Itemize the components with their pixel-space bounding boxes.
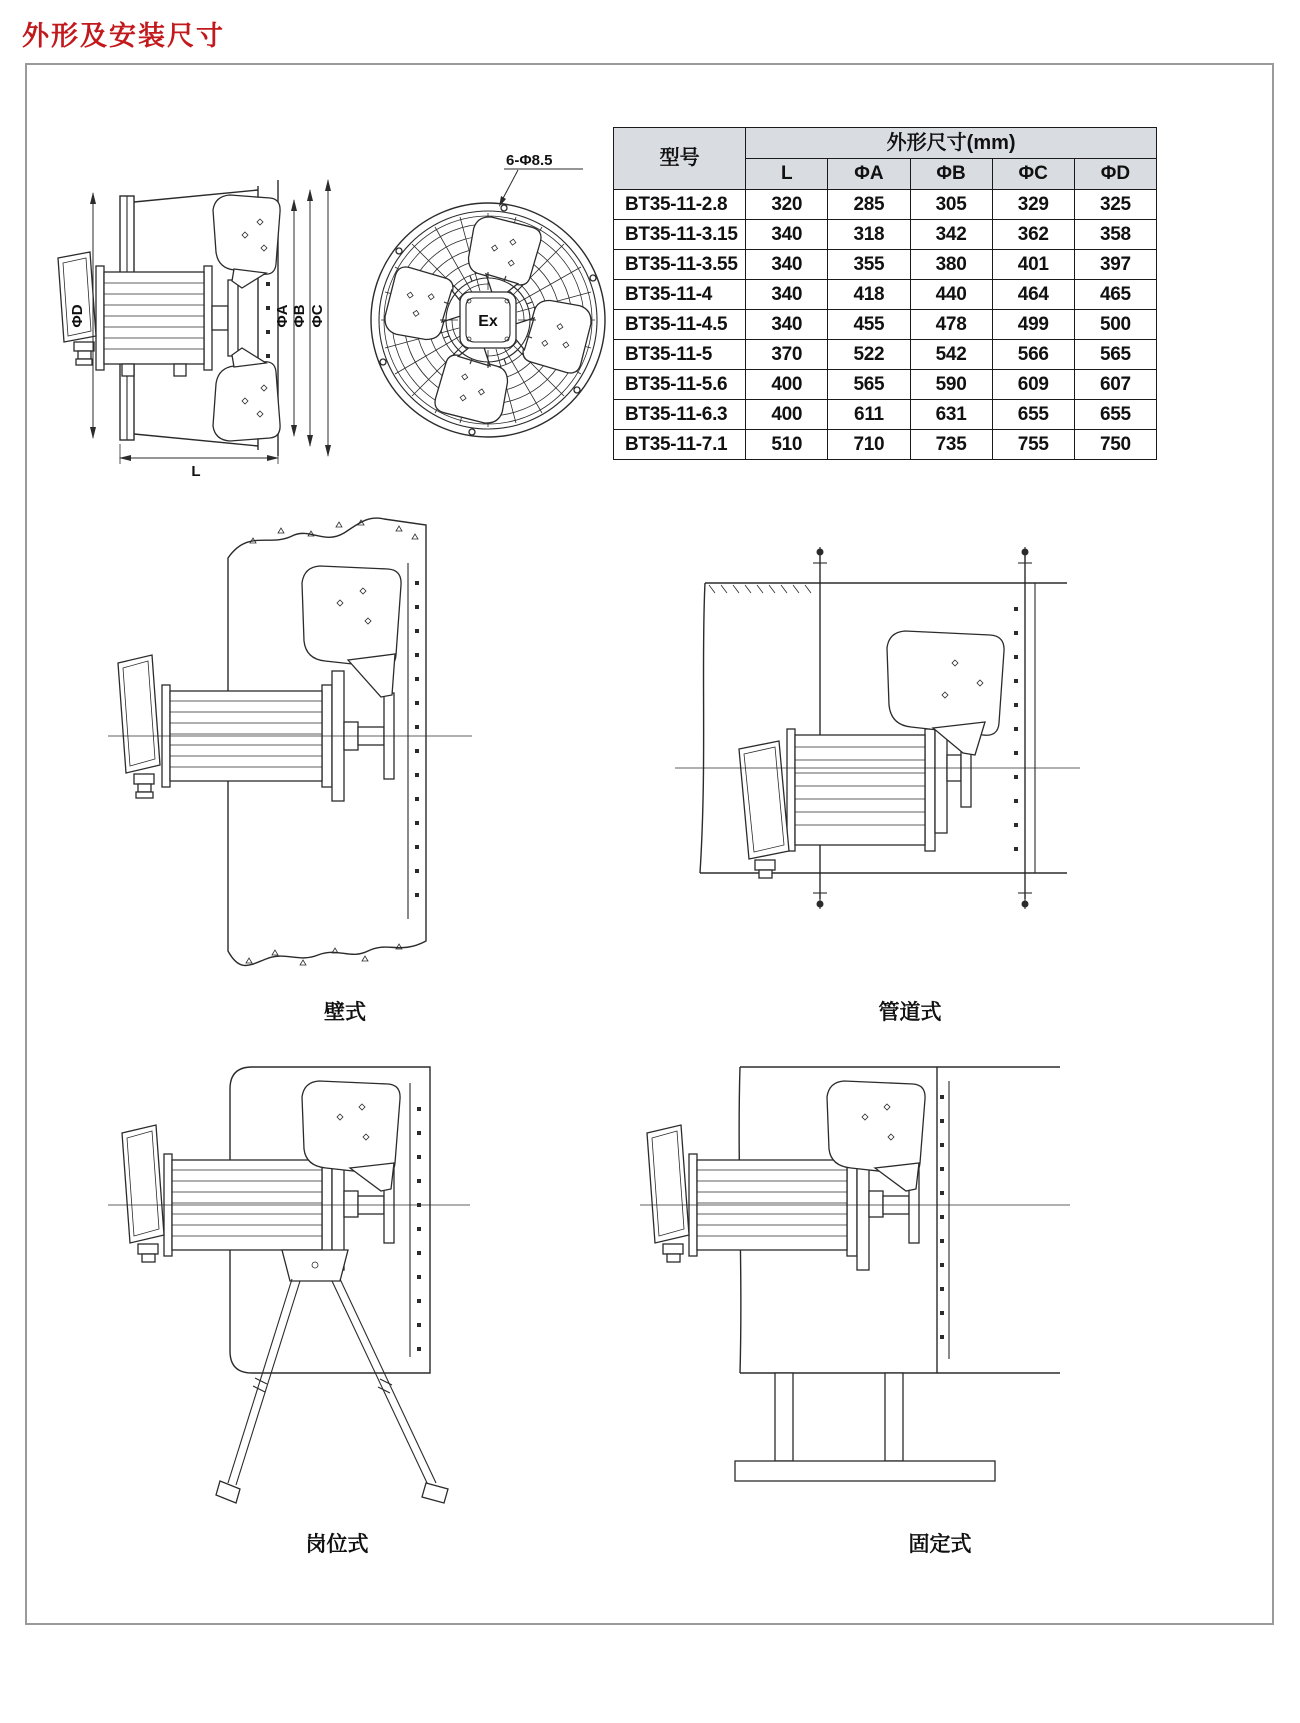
hole-callout — [499, 152, 583, 207]
value-cell: 611 — [828, 400, 910, 430]
value-cell: 440 — [910, 280, 992, 310]
value-cell: 340 — [746, 280, 828, 310]
hole-callout-label: 6-Φ8.5 — [506, 152, 553, 169]
col-header-L: L — [746, 159, 828, 190]
value-cell: 499 — [992, 310, 1074, 340]
dim-label-phi-a: ΦA — [274, 304, 291, 328]
model-cell: BT35-11-4.5 — [614, 310, 746, 340]
value-cell: 510 — [746, 430, 828, 460]
value-cell: 522 — [828, 340, 910, 370]
col-header-phi-d: ΦD — [1074, 159, 1156, 190]
value-cell: 340 — [746, 220, 828, 250]
col-header-phi-a: ΦA — [828, 159, 910, 190]
value-cell: 418 — [828, 280, 910, 310]
fan-unit — [647, 1081, 925, 1270]
figure-label-duct: 管道式 — [878, 1001, 942, 1024]
model-cell: BT35-11-7.1 — [614, 430, 746, 460]
value-cell: 340 — [746, 310, 828, 340]
table-header-row-1 — [614, 128, 1157, 159]
value-cell: 710 — [828, 430, 910, 460]
table-row — [614, 310, 1157, 340]
value-cell: 655 — [992, 400, 1074, 430]
value-cell: 500 — [1074, 310, 1156, 340]
value-cell: 750 — [1074, 430, 1156, 460]
value-cell: 342 — [910, 220, 992, 250]
motor — [96, 266, 212, 376]
value-cell: 285 — [828, 190, 910, 220]
fan-side-view-drawing — [38, 140, 343, 480]
dim-label-phi-c: ΦC — [309, 304, 326, 328]
value-cell: 464 — [992, 280, 1074, 310]
value-cell: 735 — [910, 430, 992, 460]
fan-unit — [122, 1081, 400, 1270]
value-cell: 566 — [992, 340, 1074, 370]
model-cell: BT35-11-4 — [614, 280, 746, 310]
model-cell: BT35-11-3.55 — [614, 250, 746, 280]
dim-label-L: L — [191, 463, 201, 480]
table-row — [614, 370, 1157, 400]
tripod-stand — [216, 1250, 448, 1503]
value-cell: 305 — [910, 190, 992, 220]
table-row — [614, 220, 1157, 250]
dimensions-table — [613, 127, 1157, 460]
value-cell: 565 — [1074, 340, 1156, 370]
value-cell: 320 — [746, 190, 828, 220]
value-cell: 355 — [828, 250, 910, 280]
value-cell: 400 — [746, 400, 828, 430]
value-cell: 400 — [746, 370, 828, 400]
value-cell: 318 — [828, 220, 910, 250]
duct-mount-drawing — [635, 543, 1085, 913]
model-cell: BT35-11-6.3 — [614, 400, 746, 430]
model-cell: BT35-11-5.6 — [614, 370, 746, 400]
table-row — [614, 400, 1157, 430]
value-cell: 478 — [910, 310, 992, 340]
floor-bracket — [735, 1373, 995, 1481]
fan-unit — [739, 631, 1004, 878]
page-title: 外形及安装尺寸 — [22, 21, 225, 51]
explosion-proof-mark: Ex — [478, 313, 498, 330]
value-cell: 565 — [828, 370, 910, 400]
model-column-header: 型号 — [614, 128, 746, 190]
value-cell: 609 — [992, 370, 1074, 400]
value-cell: 542 — [910, 340, 992, 370]
value-cell: 340 — [746, 250, 828, 280]
value-cell: 590 — [910, 370, 992, 400]
col-header-phi-b: ΦB — [910, 159, 992, 190]
value-cell: 370 — [746, 340, 828, 370]
figure-label-post: 岗位式 — [305, 1533, 369, 1556]
figure-label-wall: 壁式 — [324, 1001, 366, 1024]
table-row — [614, 250, 1157, 280]
value-cell: 380 — [910, 250, 992, 280]
value-cell: 358 — [1074, 220, 1156, 250]
table-row — [614, 340, 1157, 370]
model-cell: BT35-11-2.8 — [614, 190, 746, 220]
figure-label-fixed: 固定式 — [908, 1533, 972, 1556]
value-cell: 362 — [992, 220, 1074, 250]
model-cell: BT35-11-5 — [614, 340, 746, 370]
post-mount-drawing — [100, 1055, 495, 1530]
wall-mount-drawing — [100, 503, 495, 1008]
model-cell: BT35-11-3.15 — [614, 220, 746, 250]
dimensions-group-header: 外形尺寸(mm) — [746, 128, 1157, 159]
value-cell: 755 — [992, 430, 1074, 460]
fan-front-view-drawing — [348, 148, 623, 468]
fan-unit — [118, 566, 401, 801]
table-row — [614, 280, 1157, 310]
value-cell: 325 — [1074, 190, 1156, 220]
impeller — [212, 195, 280, 441]
dim-label-phi-d: ΦD — [69, 304, 86, 328]
dim-label-phi-b: ΦB — [291, 304, 308, 328]
table-row — [614, 430, 1157, 460]
table-row — [614, 190, 1157, 220]
value-cell: 607 — [1074, 370, 1156, 400]
value-cell: 655 — [1074, 400, 1156, 430]
value-cell: 401 — [992, 250, 1074, 280]
value-cell: 455 — [828, 310, 910, 340]
value-cell: 397 — [1074, 250, 1156, 280]
value-cell: 631 — [910, 400, 992, 430]
value-cell: 465 — [1074, 280, 1156, 310]
col-header-phi-c: ΦC — [992, 159, 1074, 190]
value-cell: 329 — [992, 190, 1074, 220]
fixed-mount-drawing — [635, 1055, 1085, 1530]
